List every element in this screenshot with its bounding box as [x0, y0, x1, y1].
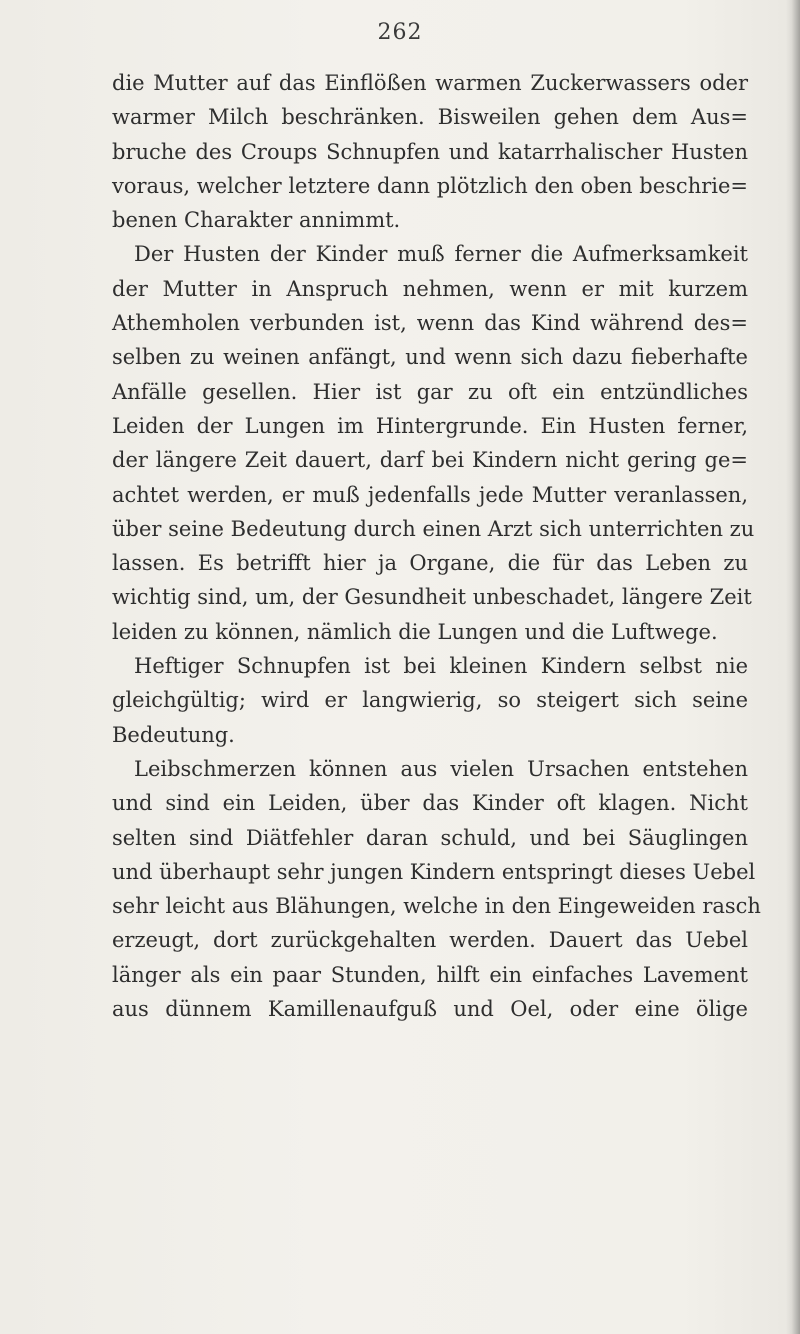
text-line: Leiden der Lungen im Hintergrunde. Ein Husten ferner,	[112, 413, 748, 438]
text-line: voraus, welcher letztere dann plötzlich den oben beschrie=	[112, 173, 748, 198]
text-line: der längere Zeit dauert, darf bei Kindern nicht gering ge=	[112, 448, 748, 473]
text-line: und sind ein Leiden, über das Kinder oft klagen. Nicht	[112, 791, 748, 816]
text-line: der Mutter in Anspruch nehmen, wenn er mit kurzem	[112, 276, 748, 301]
text-line: Bedeutung.	[112, 722, 235, 747]
text-line: benen Charakter annimmt.	[112, 208, 401, 233]
text-line: und überhaupt sehr jungen Kindern entspringt dieses Uebel	[112, 859, 756, 884]
text-line: aus dünnem Kamillenaufguß und Oel, oder eine ölige	[112, 997, 748, 1022]
text-line: Leibschmerzen können aus vielen Ursachen entstehen	[134, 756, 748, 781]
text-line: selben zu weinen anfängt, und wenn sich dazu fieberhafte	[112, 345, 748, 370]
text-line: Anfälle gesellen. Hier ist gar zu oft ein entzündliches	[112, 379, 748, 404]
text-line: sehr leicht aus Blähungen, welche in den Eingeweiden rasch	[112, 894, 761, 919]
text-line: Heftiger Schnupfen ist bei kleinen Kindern selbst nie	[134, 654, 748, 679]
text-line: länger als ein paar Stunden, hilft ein einfaches Lavement	[112, 962, 748, 987]
text-line: warmer Milch beschränken. Bisweilen gehen dem Aus=	[112, 105, 748, 130]
body-text	[112, 66, 761, 1026]
text-line: Athemholen verbunden ist, wenn das Kind während des=	[112, 311, 748, 336]
text-line: bruche des Croups Schnupfen und katarrhalischer Husten	[112, 139, 748, 164]
text-line: die Mutter auf das Einflößen warmen Zuckerwassers oder	[112, 71, 748, 95]
text-line: selten sind Diätfehler daran schuld, und bei Säuglingen	[112, 825, 748, 850]
page-number: 262	[377, 20, 423, 45]
text-line: Der Husten der Kinder muß ferner die Aufmerksamkeit	[134, 242, 748, 267]
page-edge-shadow	[786, 0, 800, 1334]
text-line: erzeugt, dort zurückgehalten werden. Dauert das Uebel	[112, 928, 748, 953]
text-line: gleichgültig; wird er langwierig, so steigert sich seine	[112, 688, 748, 713]
text-line: achtet werden, er muß jedenfalls jede Mutter veranlassen,	[112, 482, 748, 507]
text-line: lassen. Es betrifft hier ja Organe, die für das Leben zu	[112, 551, 748, 576]
text-line: leiden zu können, nämlich die Lungen und die Luftwege.	[112, 619, 718, 644]
text-line: wichtig sind, um, der Gesundheit unbeschadet, längere Zeit	[112, 585, 752, 610]
text-line: über seine Bedeutung durch einen Arzt sich unterrichten zu	[112, 516, 755, 541]
